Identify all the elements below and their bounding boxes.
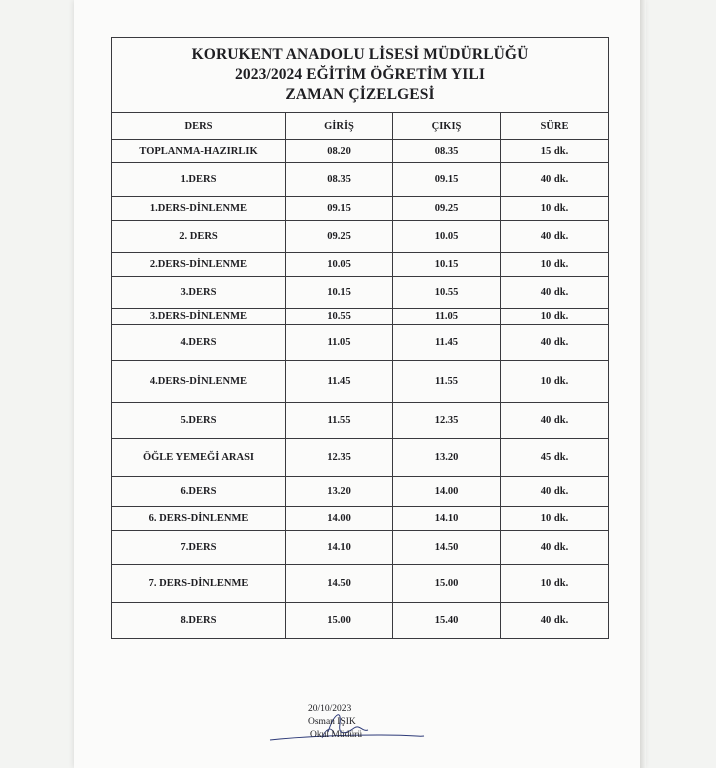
cell-ders: 5.DERS	[112, 403, 286, 439]
title-line-year: 2023/2024 EĞİTİM ÖĞRETİM YILI	[235, 66, 485, 83]
cell-cikis: 14.50	[393, 531, 501, 565]
table-row	[112, 565, 609, 603]
paper-edge-shadow	[640, 0, 646, 768]
cell-giris: 15.00	[286, 603, 393, 639]
cell-ders: 2.DERS-DİNLENME	[112, 253, 286, 277]
table-row	[112, 163, 609, 197]
cell-giris: 14.10	[286, 531, 393, 565]
cell-sure: 40 dk.	[501, 221, 609, 253]
header-cikis: ÇIKIŞ	[393, 113, 501, 140]
cell-cikis: 09.25	[393, 197, 501, 221]
cell-sure: 40 dk.	[501, 325, 609, 361]
cell-giris: 13.20	[286, 477, 393, 507]
cell-sure: 10 dk.	[501, 309, 609, 325]
cell-cikis: 10.15	[393, 253, 501, 277]
cell-sure: 40 dk.	[501, 277, 609, 309]
cell-giris: 09.15	[286, 197, 393, 221]
cell-cikis: 14.00	[393, 477, 501, 507]
header-row	[112, 113, 609, 140]
cell-cikis: 13.20	[393, 439, 501, 477]
cell-ders: 6.DERS	[112, 477, 286, 507]
header-sure: SÜRE	[501, 113, 609, 140]
cell-ders: 8.DERS	[112, 603, 286, 639]
table-row	[112, 477, 609, 507]
cell-ders: 6. DERS-DİNLENME	[112, 507, 286, 531]
signature-date: 20/10/2023	[308, 704, 352, 714]
title-row	[112, 38, 609, 113]
table-row	[112, 507, 609, 531]
signature-name: Osman IŞIK	[308, 717, 356, 727]
table-row	[112, 221, 609, 253]
table-row	[112, 361, 609, 403]
cell-ders: TOPLANMA-HAZIRLIK	[112, 140, 286, 163]
cell-sure: 40 dk.	[501, 477, 609, 507]
cell-giris: 08.20	[286, 140, 393, 163]
cell-cikis: 11.55	[393, 361, 501, 403]
cell-giris: 11.05	[286, 325, 393, 361]
document-title	[112, 38, 609, 113]
cell-giris: 09.25	[286, 221, 393, 253]
cell-ders: 3.DERS-DİNLENME	[112, 309, 286, 325]
cell-ders: 4.DERS-DİNLENME	[112, 361, 286, 403]
cell-cikis: 11.05	[393, 309, 501, 325]
header-giris: GİRİŞ	[286, 113, 393, 140]
signature-title: Okul Müdürü	[310, 730, 362, 740]
cell-sure: 10 dk.	[501, 565, 609, 603]
cell-giris: 08.35	[286, 163, 393, 197]
cell-sure: 40 dk.	[501, 603, 609, 639]
table-row	[112, 325, 609, 361]
cell-cikis: 14.10	[393, 507, 501, 531]
cell-ders: 1.DERS-DİNLENME	[112, 197, 286, 221]
cell-cikis: 08.35	[393, 140, 501, 163]
table-row	[112, 531, 609, 565]
table-row	[112, 439, 609, 477]
cell-giris: 11.45	[286, 361, 393, 403]
cell-giris: 10.05	[286, 253, 393, 277]
cell-ders: 3.DERS	[112, 277, 286, 309]
cell-ders: 7. DERS-DİNLENME	[112, 565, 286, 603]
cell-cikis: 15.00	[393, 565, 501, 603]
cell-sure: 40 dk.	[501, 403, 609, 439]
cell-ders: 4.DERS	[112, 325, 286, 361]
table-row	[112, 403, 609, 439]
table-row	[112, 603, 609, 639]
cell-sure: 10 dk.	[501, 197, 609, 221]
cell-ders: 1.DERS	[112, 163, 286, 197]
header-ders: DERS	[112, 113, 286, 140]
cell-ders: ÖĞLE YEMEĞİ ARASI	[112, 439, 286, 477]
table-row	[112, 140, 609, 163]
schedule-table	[111, 37, 609, 639]
cell-giris: 10.15	[286, 277, 393, 309]
cell-ders: 7.DERS	[112, 531, 286, 565]
cell-giris: 14.00	[286, 507, 393, 531]
cell-sure: 45 dk.	[501, 439, 609, 477]
table-row	[112, 253, 609, 277]
cell-sure: 40 dk.	[501, 531, 609, 565]
title-line-schedule: ZAMAN ÇİZELGESİ	[285, 86, 435, 103]
signature-block	[268, 704, 428, 754]
cell-giris: 14.50	[286, 565, 393, 603]
cell-cikis: 10.05	[393, 221, 501, 253]
cell-sure: 10 dk.	[501, 253, 609, 277]
cell-giris: 12.35	[286, 439, 393, 477]
cell-cikis: 10.55	[393, 277, 501, 309]
cell-sure: 15 dk.	[501, 140, 609, 163]
table-row	[112, 309, 609, 325]
cell-cikis: 09.15	[393, 163, 501, 197]
cell-cikis: 15.40	[393, 603, 501, 639]
table-row	[112, 277, 609, 309]
cell-giris: 10.55	[286, 309, 393, 325]
title-line-school: KORUKENT ANADOLU LİSESİ MÜDÜRLÜĞÜ	[191, 46, 529, 63]
table-row	[112, 197, 609, 221]
cell-ders: 2. DERS	[112, 221, 286, 253]
cell-cikis: 11.45	[393, 325, 501, 361]
cell-sure: 10 dk.	[501, 361, 609, 403]
cell-giris: 11.55	[286, 403, 393, 439]
cell-sure: 10 dk.	[501, 507, 609, 531]
cell-cikis: 12.35	[393, 403, 501, 439]
cell-sure: 40 dk.	[501, 163, 609, 197]
